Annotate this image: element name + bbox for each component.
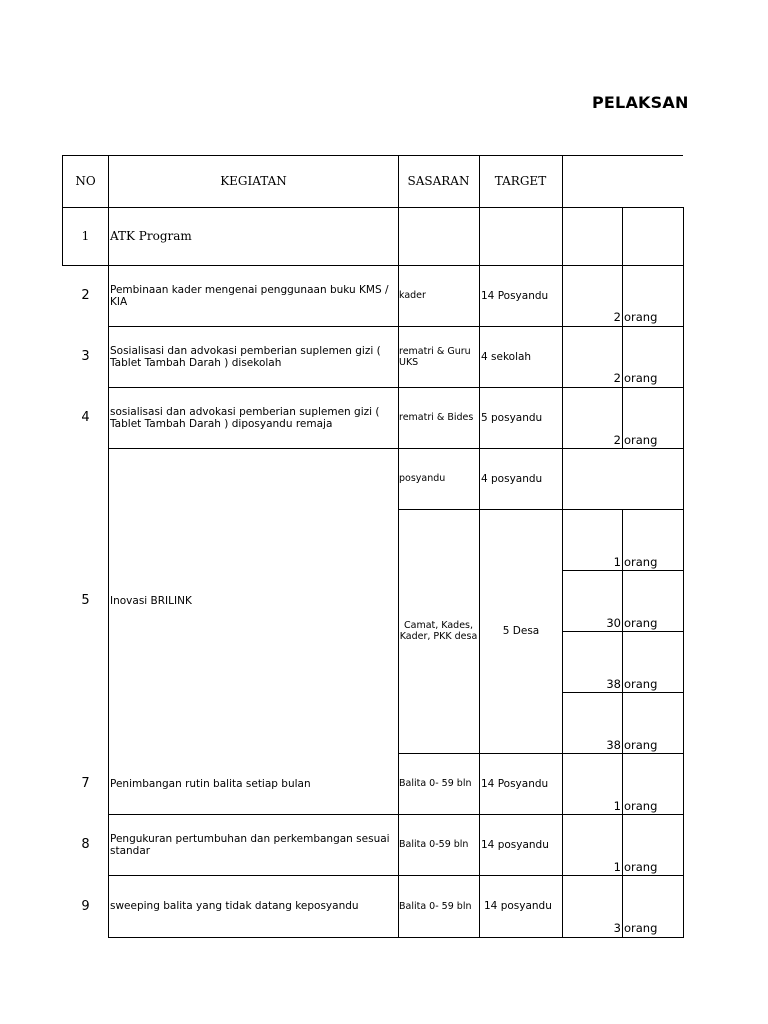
row-count: 1 — [613, 799, 621, 813]
row-sasaran: posyandu — [399, 473, 446, 484]
row-target: 4 posyandu — [481, 472, 543, 485]
header-kegiatan: KEGIATAN — [220, 174, 287, 188]
row-target: 14 Posyandu — [481, 289, 549, 302]
row-no: 7 — [81, 776, 90, 791]
row-count: 1 — [613, 860, 621, 874]
row-count: 2 — [613, 371, 621, 385]
row-kegiatan: Penimbangan rutin balita setiap bulan — [110, 777, 311, 790]
row-unit: orang — [624, 433, 658, 447]
row-sasaran: Balita 0- 59 bln — [399, 778, 472, 789]
row-unit: orang — [624, 677, 658, 691]
row-no: 8 — [81, 837, 90, 852]
row-kegiatan: Sosialisasi dan advokasi pemberian suplemen gizi ( Tablet Tambah Darah ) disekolah — [110, 344, 381, 369]
row-sasaran: Camat, Kades, Kader, PKK desa — [399, 620, 478, 642]
row-sasaran: Balita 0- 59 bln — [399, 900, 472, 912]
row-unit: orang — [624, 799, 658, 813]
row-kegiatan: sosialisasi dan advokasi pemberian suplemen gizi ( Tablet Tambah Darah ) diposyandu remaja — [110, 405, 380, 430]
row-target: 5 Desa — [502, 625, 540, 637]
row-no: 2 — [81, 288, 90, 303]
row-count: 3 — [613, 921, 621, 935]
row-unit: orang — [624, 738, 658, 752]
row-count: 38 — [606, 677, 621, 691]
row-unit: orang — [624, 921, 658, 935]
row-unit: orang — [624, 860, 658, 874]
row-target: 5 posyandu — [481, 411, 543, 424]
row-kegiatan: Pembinaan kader mengenai penggunaan buku KMS / KIA — [110, 283, 389, 308]
row-unit: orang — [624, 371, 658, 385]
row-no: 5 — [81, 593, 90, 608]
row-kegiatan: Inovasi BRILINK — [110, 594, 192, 607]
row-target: 14 posyandu — [481, 838, 549, 851]
row-kegiatan: sweeping balita yang tidak datang keposyandu — [110, 900, 359, 912]
row-count: 30 — [606, 616, 621, 630]
page-title: PELAKSAN — [592, 93, 689, 112]
row-sasaran: kader — [399, 290, 426, 301]
row-unit: orang — [624, 616, 658, 630]
row-unit: orang — [624, 555, 658, 569]
row-target: 4 sekolah — [481, 350, 532, 363]
row-no: 9 — [81, 898, 90, 914]
row-unit: orang — [624, 310, 658, 324]
row-count: 2 — [613, 433, 621, 447]
row-count: 1 — [613, 555, 621, 569]
row-no: 1 — [81, 229, 90, 243]
header-sasaran: SASARAN — [407, 174, 470, 188]
row-kegiatan: ATK Program — [110, 229, 192, 243]
row-count: 38 — [606, 738, 621, 752]
row-target: 14 posyandu — [484, 900, 552, 912]
row-target: 14 Posyandu — [481, 777, 549, 790]
row-no: 3 — [81, 349, 90, 364]
row-count: 2 — [613, 310, 621, 324]
header-no: NO — [75, 174, 96, 188]
header-target: TARGET — [494, 174, 547, 188]
row-sasaran: rematri & Guru UKS — [399, 345, 471, 368]
row-sasaran: rematri & Bides — [399, 412, 474, 423]
row-sasaran: Balita 0-59 bln — [399, 839, 469, 850]
row-no: 4 — [81, 410, 90, 425]
row-kegiatan: Pengukuran pertumbuhan dan perkembangan sesuai standar — [110, 832, 390, 857]
